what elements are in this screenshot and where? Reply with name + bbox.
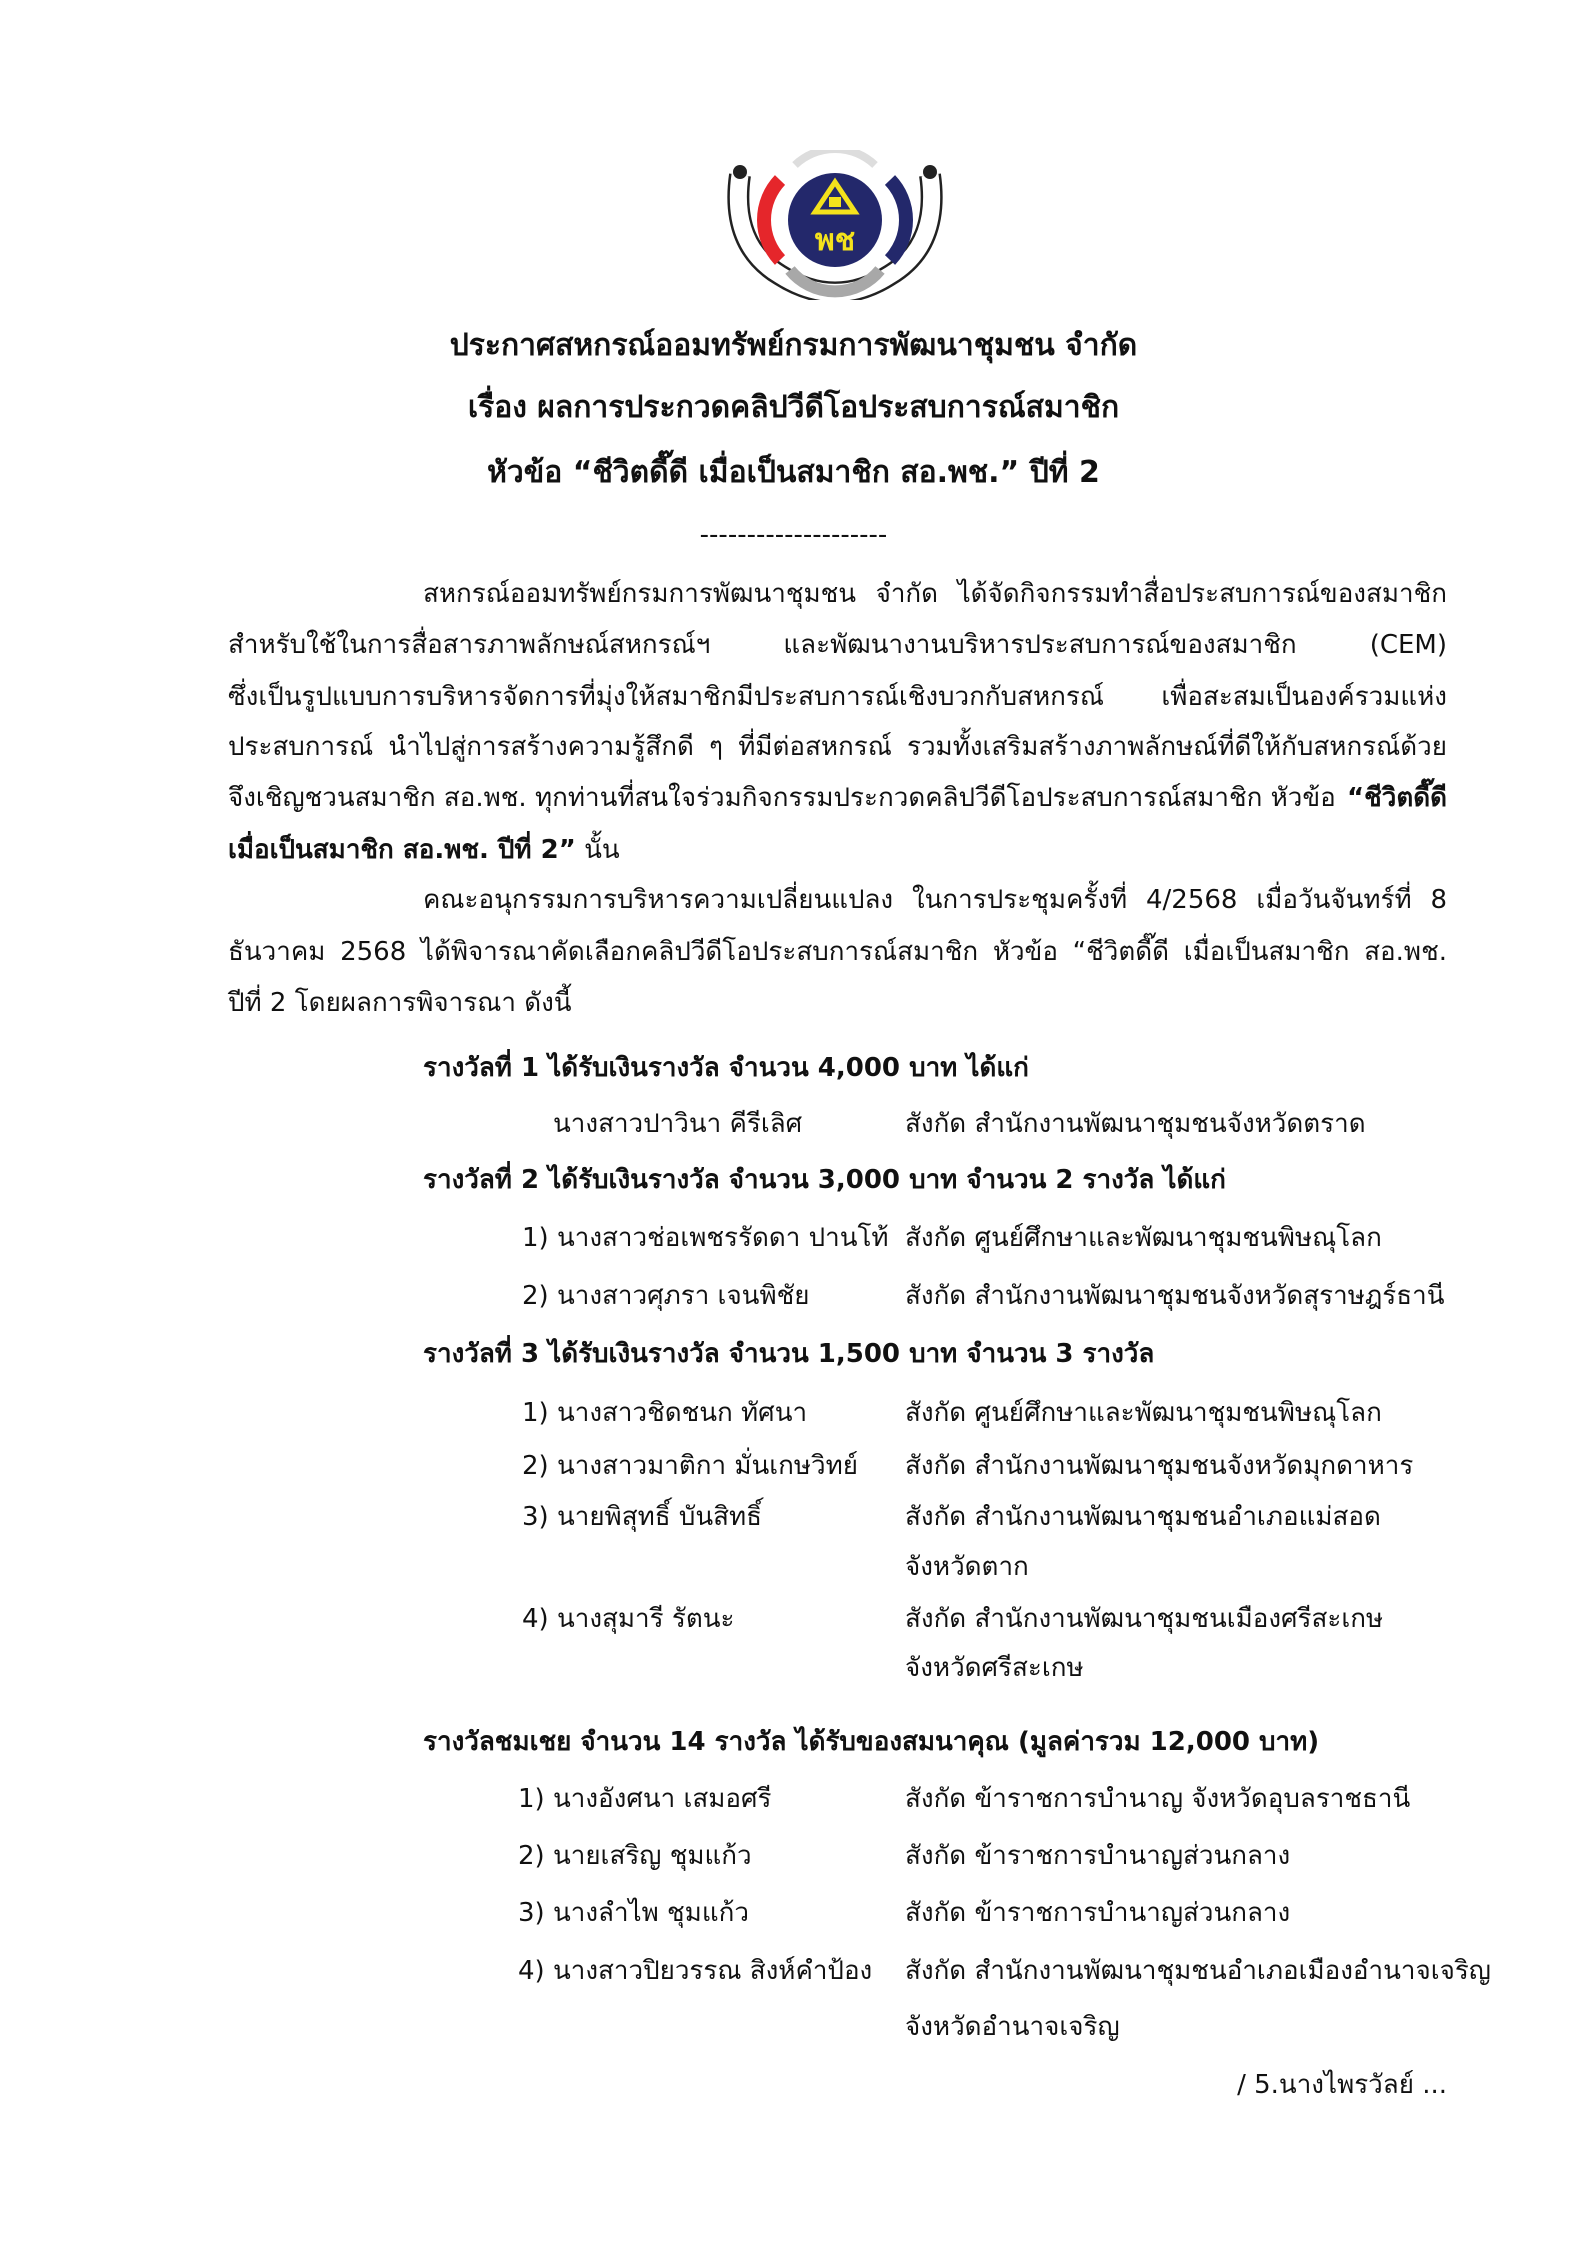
cooperative-logo [720,150,950,300]
winner-org: จังหวัดอำนาจเจริญ [905,2012,1120,2042]
winner-org: สังกัด สำนักงานพัฒนาชุมชนจังหวัดสุราษฎร์ธานี [905,1281,1445,1311]
winner-name: 1) นางสาวช่อเพชรรัดดา ปานโท้ [522,1223,889,1253]
para1-line: ประสบการณ์ นำไปสู่การสร้างความรู้สึกดี ๆ ที่มีต่อสหกรณ์ รวมทั้งเสริมสร้างภาพลักษณ์ที่ดีให้กับสหกรณ์ด้วย [228,732,1447,762]
para1-line: ซึ่งเป็นรูปแบบการบริหารจัดการที่มุ่งให้สมาชิกมีประสบการณ์เชิงบวกกับสหกรณ์ เพื่อสะสมเป็นองค์รวมแห่ง [228,682,1447,712]
announcement-title: ประกาศสหกรณ์ออมทรัพย์กรมการพัฒนาชุมชน จำกัด [449,328,1138,363]
winner-org: สังกัด สำนักงานพัฒนาชุมชนเมืองศรีสะเกษ [905,1604,1384,1634]
para2-line: คณะอนุกรรมการบริหารความเปลี่ยนแปลง ในการประชุมครั้งที่ 4/2568 เมื่อวันจันทร์ที่ 8 [423,885,1447,915]
divider: -------------------- [699,520,888,550]
winner-org: จังหวัดศรีสะเกษ [905,1653,1084,1683]
para1-line [228,780,1447,816]
winner-org: สังกัด ข้าราชการบำนาญ จังหวัดอุบลราชธานี [905,1784,1411,1814]
winner-name: 4) นางสาวปิยวรรณ สิงห์คำป้อง [518,1956,873,1986]
winner-name: 2) นางสาวศุภรา เจนพิชัย [522,1281,810,1311]
award-1-heading: รางวัลที่ 1 ได้รับเงินรางวัล จำนวน 4,000 บาท ได้แก่ [423,1053,1029,1083]
winner-name: 2) นางสาวมาติกา มั่นเกษวิทย์ [522,1451,858,1481]
winner-org: สังกัด สำนักงานพัฒนาชุมชนอำเภอเมืองอำนาจเจริญ [905,1956,1491,1986]
winner-org: สังกัด สำนักงานพัฒนาชุมชนจังหวัดมุกดาหาร [905,1451,1414,1481]
announcement-topic: หัวข้อ “ชีวิตดี๊ดี เมื่อเป็นสมาชิก สอ.พช.” ปีที่ 2 [487,455,1100,490]
winner-org: สังกัด ศูนย์ศึกษาและพัฒนาชุมชนพิษณุโลก [905,1398,1382,1428]
para1-last-line [228,832,620,868]
award-2-heading: รางวัลที่ 2 ได้รับเงินรางวัล จำนวน 3,000 บาท จำนวน 2 รางวัล ได้แก่ [423,1165,1226,1195]
continuation-note: / 5.นางไพรวัลย์ ... [1237,2070,1447,2100]
honorable-heading: รางวัลชมเชย จำนวน 14 รางวัล ได้รับของสมนาคุณ (มูลค่ารวม 12,000 บาท) [423,1727,1320,1757]
winner-name: 1) นางสาวชิดชนก ทัศนา [522,1398,808,1428]
para1-text: จึงเชิญชวนสมาชิก สอ.พช. ทุกท่านที่สนใจร่วมกิจกรรมประกวดคลิปวีดีโอประสบการณ์สมาชิก หัวข้อ [228,783,1336,813]
winner-name: 2) นายเสริญ ชุมแก้ว [518,1841,752,1871]
winner-name: นางสาวปาวินา คีรีเลิศ [553,1109,803,1139]
winner-org: สังกัด สำนักงานพัฒนาชุมชนอำเภอแม่สอด [905,1502,1381,1532]
winner-org: จังหวัดตาก [905,1552,1029,1582]
para1-line: สหกรณ์ออมทรัพย์กรมการพัฒนาชุมชน จำกัด ได้จัดกิจกรรมทำสื่อประสบการณ์ของสมาชิก [423,579,1447,609]
winner-org: สังกัด สำนักงานพัฒนาชุมชนจังหวัดตราด [905,1109,1366,1139]
topic-bold: “ชีวิตดี๊ดี [1347,783,1447,813]
para2-line: ธันวาคม 2568 ได้พิจารณาคัดเลือกคลิปวีดีโอประสบการณ์สมาชิก หัวข้อ “ชีวิตดี๊ดี เมื่อเป็นสมาชิก สอ.พช. [228,937,1447,967]
para2-line: ปีที่ 2 โดยผลการพิจารณา ดังนี้ [228,988,572,1018]
winner-name: 1) นางอังศนา เสมอศรี [518,1784,772,1814]
para1-text: นั้น [575,835,620,865]
winner-org: สังกัด ศูนย์ศึกษาและพัฒนาชุมชนพิษณุโลก [905,1223,1382,1253]
winner-name: 3) นายพิสุทธิ์ บันสิทธิ์ [522,1502,762,1532]
announcement-subject: เรื่อง ผลการประกวดคลิปวีดีโอประสบการณ์สมาชิก [467,390,1120,425]
winner-org: สังกัด ข้าราชการบำนาญส่วนกลาง [905,1898,1291,1928]
winner-org: สังกัด ข้าราชการบำนาญส่วนกลาง [905,1841,1291,1871]
winner-name: 3) นางลำไพ ชุมแก้ว [518,1898,749,1928]
topic-bold: เมื่อเป็นสมาชิก สอ.พช. ปีที่ 2” [228,835,576,865]
para1-line: สำหรับใช้ในการสื่อสารภาพลักษณ์สหกรณ์ฯ และพัฒนางานบริหารประสบการณ์ของสมาชิก (CEM) [228,630,1447,660]
award-3-heading: รางวัลที่ 3 ได้รับเงินรางวัล จำนวน 1,500 บาท จำนวน 3 รางวัล [423,1339,1155,1369]
svg-text:พช: พช [814,223,856,258]
winner-name: 4) นางสุมารี รัตนะ [522,1604,735,1634]
